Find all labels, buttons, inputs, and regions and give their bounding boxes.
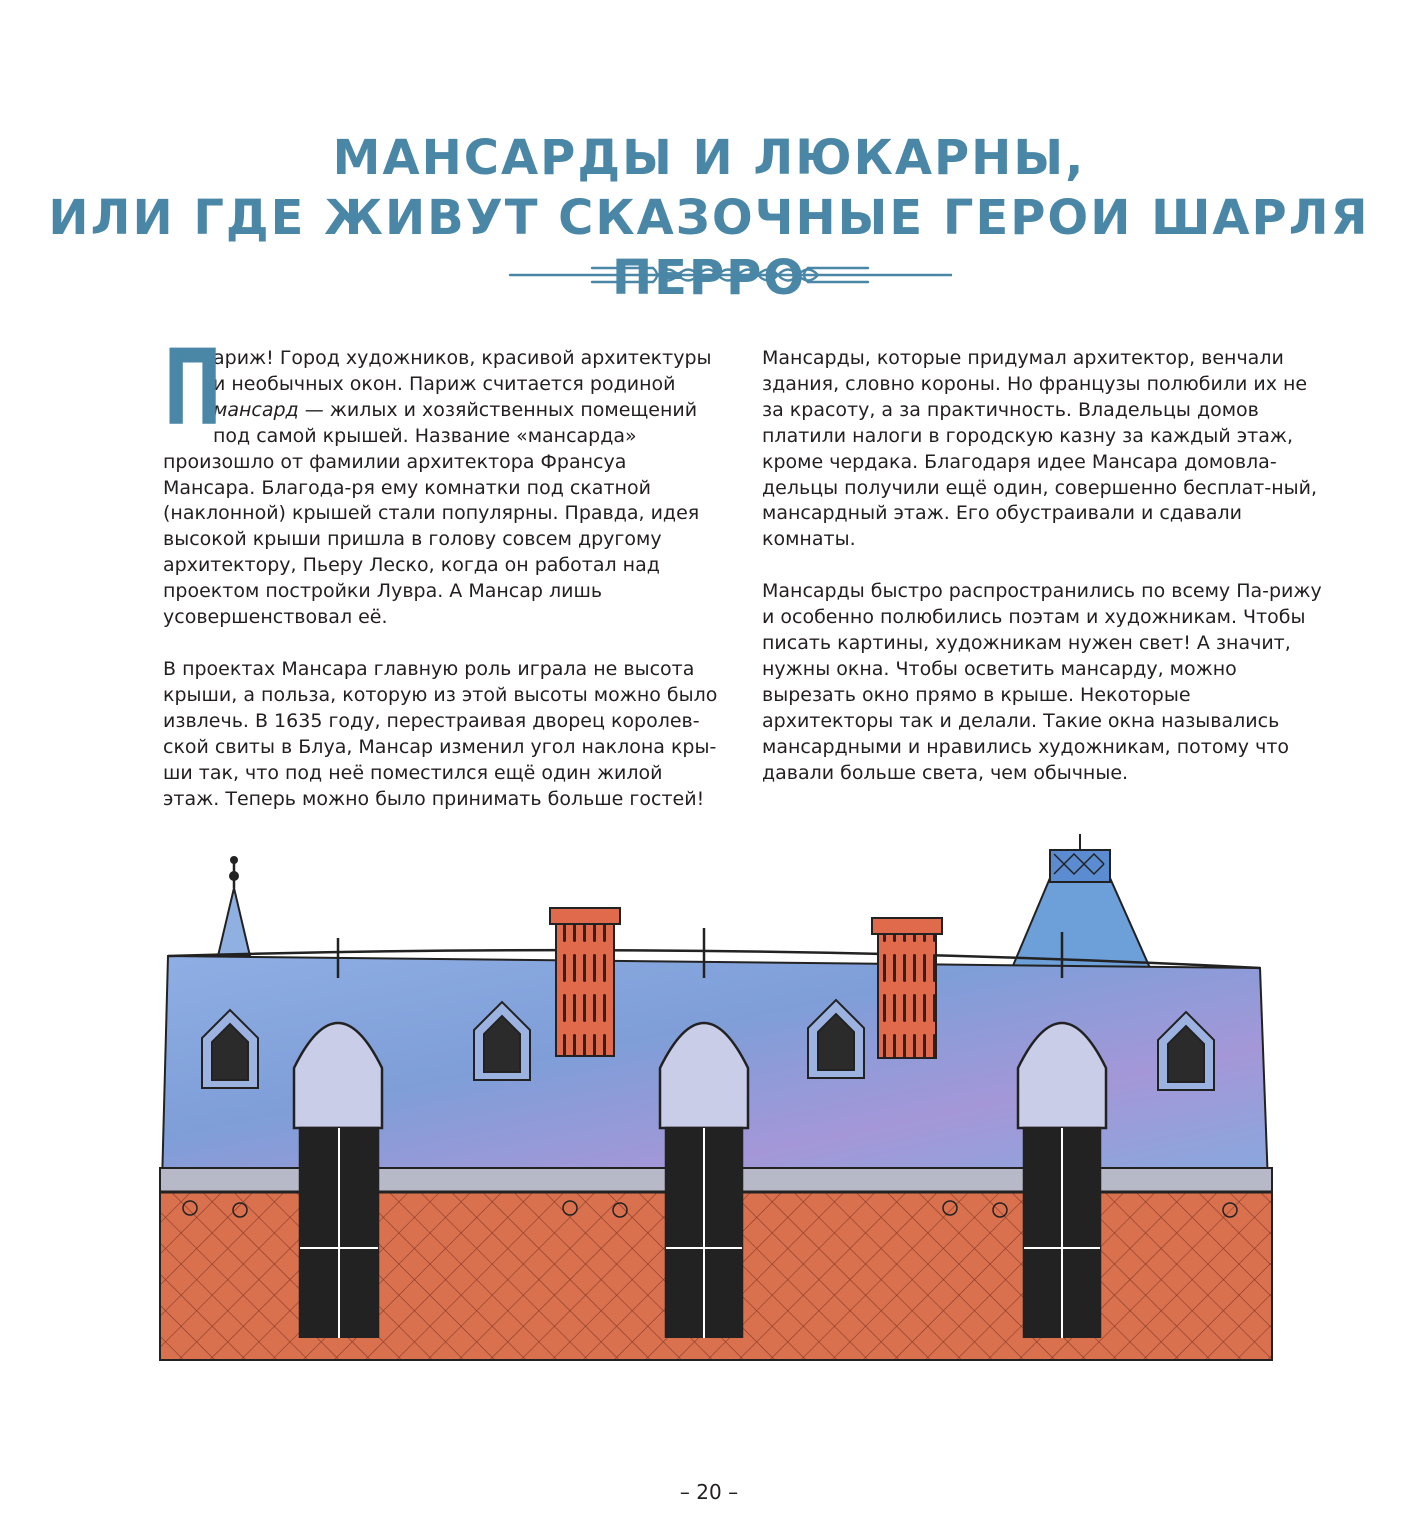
- artists-paragraph: Мансарды быстро распространились по всему Па-рижу и особенно полюбились поэтам и художникам. Чтобы писать картины, художникам нужен свет! А значит, нужны окна. Чтобы осветить мансарду, можно вырезать окно прямо в крыше. Некоторые архитекторы так и делали. Такие окна назывались мансардными и нравились художникам, потому что давали больше света, чем обычные.: [762, 580, 1322, 784]
- intro-text-start: ариж! Город художников, красивой архитектуры и необычных окон. Париж считается родиной: [213, 347, 712, 395]
- right-tower: [1012, 834, 1150, 968]
- mansart-project-paragraph: В проектах Мансара главную роль играла не высота крыши, а польза, которую из этой высоты можно было извлечь. В 1635 году, перестраивая дворец королев-ской свиты в Блуа, Мансар изменил угол наклона кры-ши так, что под неё поместился ещё один жилой этаж. Теперь можно было принимать больше гостей!: [163, 657, 718, 810]
- left-column: [163, 327, 723, 812]
- title-line-2: ИЛИ ГДЕ ЖИВУТ СКАЗОЧНЫЕ ГЕРОИ ШАРЛЯ ПЕРРО: [48, 190, 1370, 306]
- mansard-roof-illustration: [150, 828, 1280, 1368]
- intro-paragraph: [163, 327, 723, 631]
- right-column: [762, 346, 1322, 787]
- chimney-left: [550, 908, 620, 1056]
- title-ornament: [508, 258, 952, 290]
- intro-text-end: — жилых и хозяйственных помещений под самой крышей. Название «мансарда» произошло от фамилии архитектора Франсуа Мансара. Благода-ря ему комнатки под скатной (наклонной) крышей стали популярны. Правда, идея высокой крыши пришла в голову совсем другому архитектору, Пьеру Леско, когда он работал над проектом постройки Лувра. А Мансар лишь усовершенствовал её.: [163, 398, 700, 629]
- page-number: – 20 –: [679, 1480, 739, 1504]
- chimney-right: [872, 918, 942, 1058]
- taxes-paragraph: Мансарды, которые придумал архитектор, венчали здания, словно короны. Но французы полюбили их не за красоту, а за практичность. Владельцы домов платили налоги в городскую казну за каждый этаж, кроме чердака. Благодаря идее Мансара домовла-дельцы получили ещё один, совершенно бесплат-ный, мансардный этаж. Его обустраивали и сдавали комнаты.: [762, 347, 1318, 551]
- drop-cap: П: [163, 327, 223, 449]
- intro-italic-term: мансард: [213, 398, 299, 421]
- title-line-1: МАНСАРДЫ И ЛЮКАРНЫ,: [332, 130, 1086, 186]
- left-spire: [218, 856, 250, 956]
